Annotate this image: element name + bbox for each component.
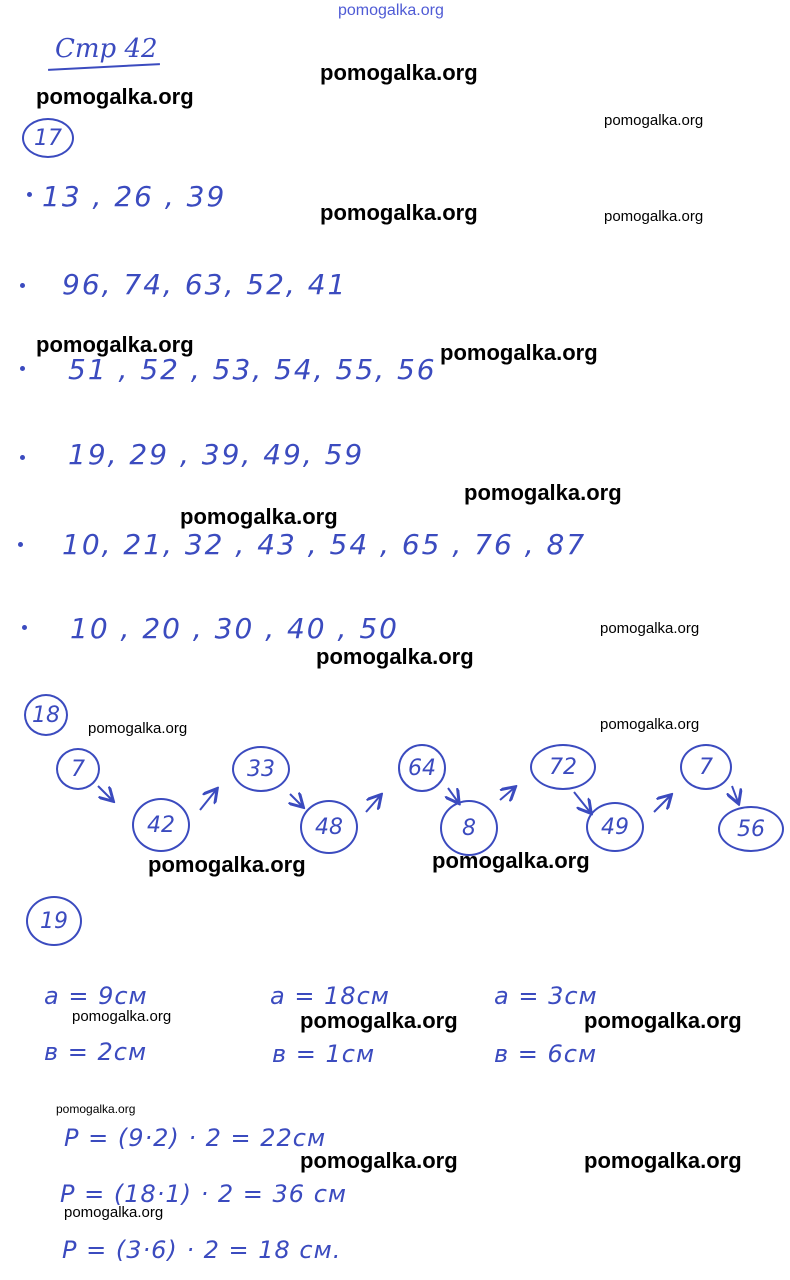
arrow-down — [98, 786, 112, 800]
chain-node: 48 — [300, 800, 358, 854]
watermark: pomogalka.org — [64, 1204, 164, 1221]
watermark: pomogalka.org — [148, 852, 306, 877]
watermark: pomogalka.org — [300, 1008, 458, 1033]
watermark: pomogalka.org — [600, 620, 700, 637]
task-17-line-6: 10 , 20 , 30 , 40 , 50 — [70, 612, 399, 645]
arrow-up — [500, 788, 514, 800]
case-2-b: в = 1см — [272, 1040, 376, 1068]
watermark: pomogalka.org — [604, 208, 704, 225]
watermark: pomogalka.org — [36, 84, 194, 109]
page-reference: Стр 42 — [55, 34, 158, 64]
task-17-line-3: 51 , 52 , 53, 54, 55, 56 — [68, 353, 437, 386]
task-17-number: 17 — [22, 118, 74, 158]
watermark: pomogalka.org — [300, 1148, 458, 1173]
watermark: pomogalka.org — [316, 644, 474, 669]
perimeter-3: P = (3·6) · 2 = 18 см. — [62, 1236, 342, 1264]
case-3-b: в = 6см — [494, 1040, 598, 1068]
arrow-up — [654, 796, 670, 812]
task-19-number: 19 — [26, 896, 82, 946]
chain-node: 64 — [398, 744, 446, 792]
chain-node: 42 — [132, 798, 190, 852]
watermark: pomogalka.org — [72, 1008, 172, 1025]
watermark: pomogalka.org — [36, 332, 194, 357]
site-header: pomogalka.org — [338, 2, 444, 19]
arrow-up — [200, 790, 216, 810]
chain-node: 8 — [440, 800, 498, 856]
chain-node: 56 — [718, 806, 784, 852]
task-17-line-4: 19, 29 , 39, 49, 59 — [68, 438, 365, 471]
arrow-down — [448, 788, 458, 802]
watermark: pomogalka.org — [56, 1102, 136, 1116]
arrow-down — [290, 794, 302, 806]
arrow-up — [366, 796, 380, 812]
watermark: pomogalka.org — [604, 112, 704, 129]
watermark: pomogalka.org — [584, 1008, 742, 1033]
chain-node: 33 — [232, 746, 290, 792]
watermark: pomogalka.org — [440, 340, 598, 365]
task-17-line-1: 13 , 26 , 39 — [42, 180, 227, 213]
case-1-a: a = 9см — [44, 982, 148, 1010]
task-17-line-5: 10, 21, 32 , 43 , 54 , 65 , 76 , 87 — [62, 528, 587, 561]
watermark: pomogalka.org — [320, 60, 478, 85]
chain-node: 7 — [56, 748, 100, 790]
watermark: pomogalka.org — [320, 200, 478, 225]
watermark: pomogalka.org — [180, 504, 338, 529]
watermark: pomogalka.org — [88, 720, 188, 737]
task-17-line-2: 96, 74, 63, 52, 41 — [62, 268, 348, 301]
watermark: pomogalka.org — [432, 848, 590, 873]
watermark: pomogalka.org — [464, 480, 622, 505]
perimeter-2: P = (18·1) · 2 = 36 см — [60, 1180, 347, 1208]
case-2-a: a = 18см — [270, 982, 390, 1010]
case-1-b: в = 2см — [44, 1038, 148, 1066]
task-18-number: 18 — [24, 694, 68, 736]
chain-node: 7 — [680, 744, 732, 790]
chain-node: 72 — [530, 744, 596, 790]
case-3-a: a = 3см — [494, 982, 598, 1010]
arrow-down — [574, 792, 590, 812]
watermark: pomogalka.org — [584, 1148, 742, 1173]
perimeter-1: P = (9·2) · 2 = 22см — [64, 1124, 327, 1152]
chain-node: 49 — [586, 802, 644, 852]
watermark: pomogalka.org — [600, 716, 700, 733]
arrow-down — [732, 786, 738, 802]
